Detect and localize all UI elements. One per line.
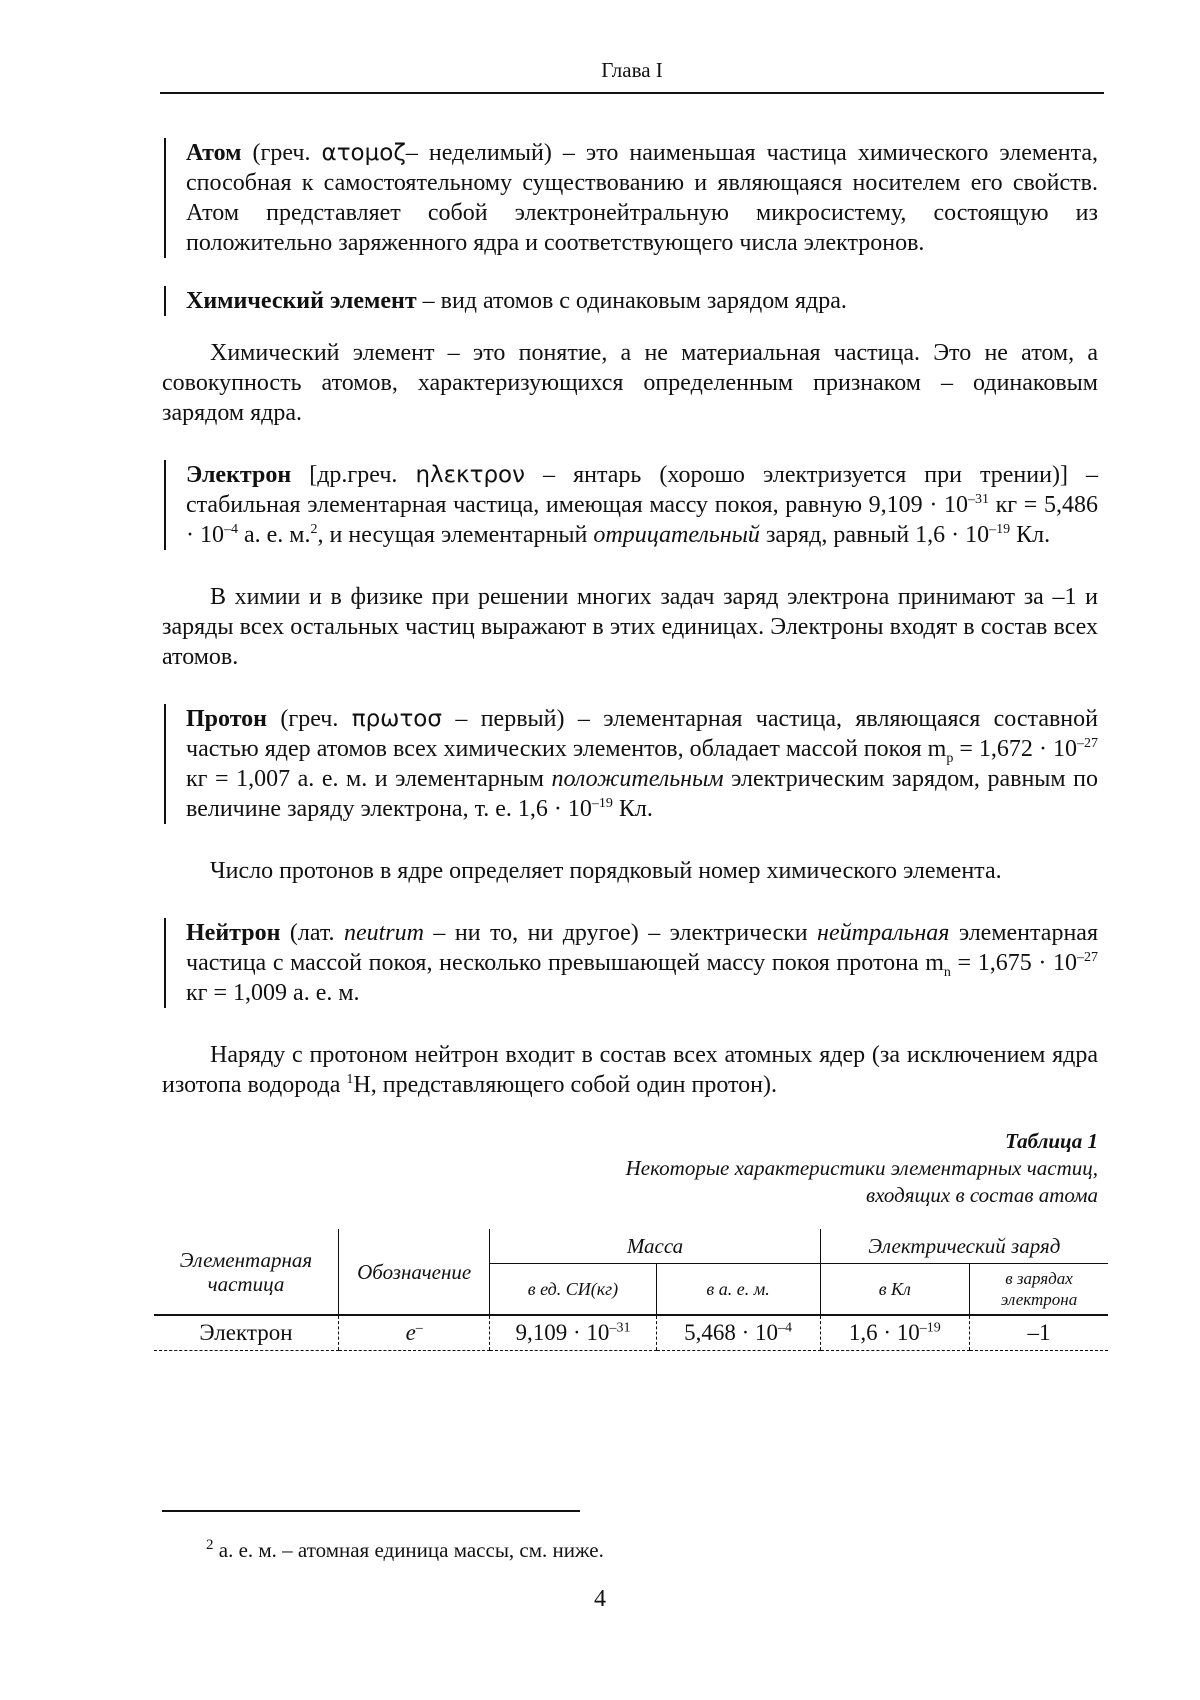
cell-particle: Электрон xyxy=(154,1315,338,1351)
atom-text: – неделимый) – это наименьшая частица химического элемента, способная к самостоятельному существованию и являющаяся носителем его свойств. Атом представляет собой электронейтральную микросистему, состоящую из положительно заряженного ядра и соответствующего числа электронов. xyxy=(186,140,1098,256)
electron-paragraph: В химии и в физике при решении многих задач заряд электрона принимают за –1 и заряды всех остальных частиц выражают в этих единицах. Электроны входят в состав всех атомов. xyxy=(162,584,1098,670)
footnote-mark: 2 xyxy=(206,1537,214,1553)
proton-greek: πρωτοσ xyxy=(351,706,442,732)
header-rule xyxy=(160,92,1104,94)
header-charge-e: в зарядах электрона xyxy=(970,1264,1109,1316)
table-caption xyxy=(162,1128,1098,1209)
cell-symbol: e– xyxy=(338,1315,490,1351)
header-charge: Электрический заряд xyxy=(820,1229,1108,1264)
header-particle: Элементарная частица xyxy=(154,1229,338,1315)
atom-term: Атом xyxy=(186,140,242,166)
header-mass-amu: в а. е. м. xyxy=(656,1264,820,1316)
neutron-term: Нейтрон xyxy=(186,920,281,946)
table-row xyxy=(154,1315,1108,1351)
footnote-reference[interactable]: 2 xyxy=(310,522,318,537)
footnote xyxy=(206,1538,604,1563)
chapter-header: Глава I xyxy=(601,58,663,82)
neutron-paragraph: Наряду с протоном нейтрон входит в состав всех атомных ядер (за исключением ядра изотопа водорода $^1$H, представляющего собой один протон). xyxy=(162,1042,1098,1098)
table-title-line2: входящих в состав атома xyxy=(866,1183,1098,1207)
table-label: Таблица 1 xyxy=(1005,1129,1098,1153)
element-definition xyxy=(164,286,1098,316)
footnote-text: а. е. м. – атомная единица массы, см. ниже. xyxy=(213,1538,604,1562)
element-def-text: – вид атомов с одинаковым зарядом ядра. xyxy=(416,288,847,314)
element-paragraph: Химический элемент – это понятие, а не материальная частица. Это не атом, а совокупность атомов, характеризующихся определенным признаком – одинаковым зарядом ядра. xyxy=(162,340,1098,426)
element-term: Химический элемент xyxy=(186,288,417,314)
header-mass-si: в ед. СИ(кг) xyxy=(490,1264,656,1316)
atom-definition xyxy=(164,138,1098,258)
electron-term: Электрон xyxy=(186,462,292,488)
proton-term: Протон xyxy=(186,706,267,732)
proton-definition: Протон (греч. πρωτοσ – первый) – элементарная частица, являющаяся составной частью ядер атомов всех химических элементов, обладает массой покоя $m_p = 1,672 \cdot 10^{-27}$ кг = 1,007 а. е. м. и элементарным положительным электрическим зарядом, равным по величине заряду электрона, т. е. $1,6 \cdot 10^{-19}$ Кл. xyxy=(164,704,1098,824)
header-mass: Масса xyxy=(490,1229,820,1264)
cell-mass-si: $9,109 \cdot 10^{-31}$ xyxy=(490,1315,656,1351)
cell-charge-cl: $1,6 \cdot 10^{-19}$ xyxy=(820,1315,969,1351)
cell-charge-e: –1 xyxy=(970,1315,1109,1351)
page-body xyxy=(162,138,1098,1351)
particles-table xyxy=(154,1229,1108,1351)
footnote-rule xyxy=(162,1510,580,1512)
page-number: 4 xyxy=(594,1586,606,1612)
electron-greek: ηλεκτρον xyxy=(415,462,525,488)
header-charge-cl: в Кл xyxy=(820,1264,969,1316)
header-symbol: Обозначение xyxy=(338,1229,490,1315)
atom-greek: ατομοζ xyxy=(321,140,406,166)
electron-definition: Электрон [др.греч. ηλεκτρον – янтарь (хорошо электризуется при трении)] – стабильная элементарная частица, имеющая массу покоя, равную $9,109 \cdot 10^{-31}$ кг = $5,486 \cdot 10^{-4}$ а. е. м.$^2$, и несущая элементарный отрицательный заряд, равный $1,6 \cdot 10^{-19}$ Кл. xyxy=(164,460,1098,550)
neutron-definition: Нейтрон (лат. neutrum – ни то, ни другое) – электрически нейтральная элементарная частица с массой покоя, несколько превышающей массу покоя протона $m_n = 1,675 \cdot 10^{-27}$ кг = 1,009 а. е. м. xyxy=(164,918,1098,1008)
proton-paragraph: Число протонов в ядре определяет порядковый номер химического элемента. xyxy=(210,858,1002,884)
atom-lead: (греч. xyxy=(241,140,322,166)
table-title-line1: Некоторые характеристики элементарных частиц, xyxy=(625,1156,1098,1180)
cell-mass-amu: $5,468 \cdot 10^{-4}$ xyxy=(656,1315,820,1351)
